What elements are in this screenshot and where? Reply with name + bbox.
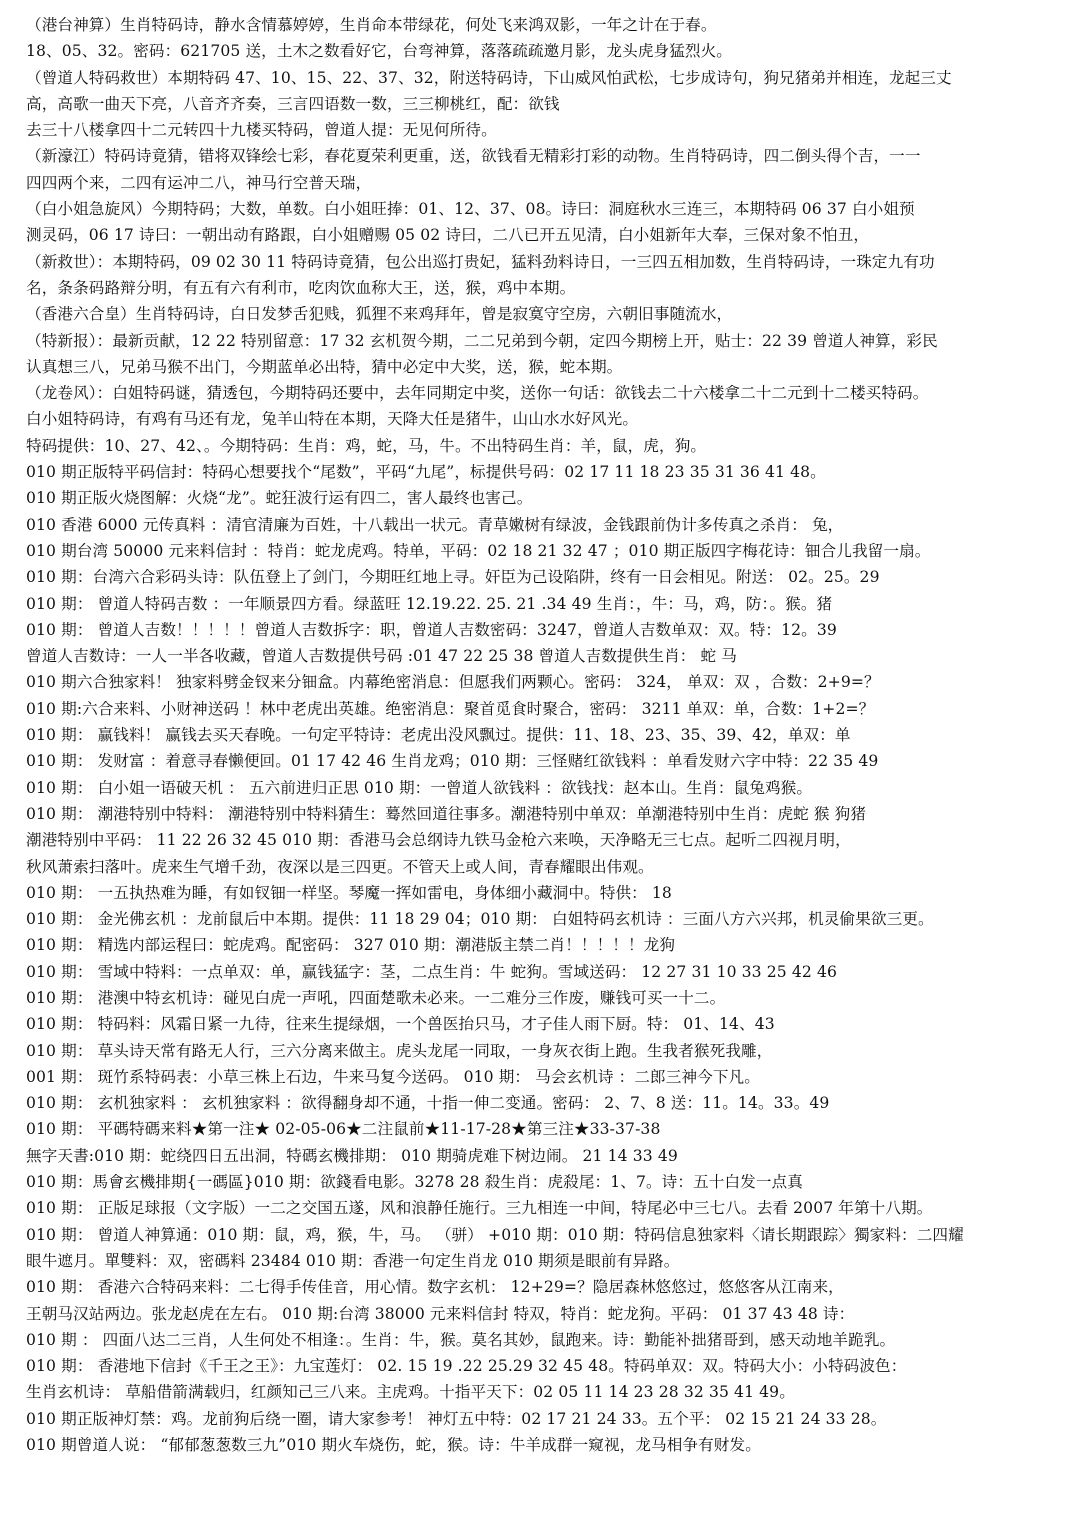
text-line: （港台神算）生肖特码诗，静水含情慕婷婷，生肖命本带绿花，何处飞来鸿双影，一年之计在于春。 xyxy=(26,16,717,34)
text-line: 010 期： 金光佛玄机 ：龙前鼠后中本期。提供：11 18 29 04；010 期： 白姐特码玄机诗 ：三面八方六兴邦，机灵偷果欲三更。 xyxy=(26,910,934,929)
text-line: 010 期： 平碼特碼来料★第一注★ 02-05-06★二注鼠前★11-17-28★第三注★33-37-38 xyxy=(26,1120,661,1139)
text-line: 010 期:六合来料、小财神送码 ！林中老虎出英雄。绝密消息：聚首觅食时聚合，密码： 3211 单双：单，合数：1+2=？ xyxy=(26,699,875,718)
text-line: （特新报）：最新贡献，12 22 特别留意：17 32 玄机贺今期，二二兄弟到今朝，定四今期榜上开，贴士：22 39 曾道人神算，彩民 xyxy=(26,331,938,350)
text-line: 白小姐特码诗，有鸡有马还有龙，兔羊山特在本期，天降大任是猪牛，山山水水好风光。 xyxy=(26,410,639,429)
text-line: （白小姐急旋风）今期特码；大数，单数。白小姐旺捧：01、12、37、08。诗曰：洞庭秋水三连三，本期特码 06 37 白小姐预 xyxy=(26,200,915,219)
text-line: 010 期台湾 50000 元来料信封 ：特肖：蛇龙虎鸡。特单，平码：02 18 21 32 47 ；010 期正版四字梅花诗：钿合儿我留一扇。 xyxy=(26,541,931,560)
text-line: 王朝马汉站两边。张龙赵虎在左右。 010 期:台湾 38000 元来料信封 特双，特肖：蛇龙狗。平码： 01 37 43 48 诗： xyxy=(26,1304,855,1323)
text-line: 18、05、32。密码：621705 送，土木之数看好它，台弯神算，落落疏疏邀月影，龙头虎身猛烈火。 xyxy=(26,42,732,61)
text-line: （香港六合皇）生肖特码诗，白日发梦舌犯贱，狐狸不来鸡拜年，曾是寂寞守空房，六朝旧事随流水， xyxy=(26,305,733,324)
text-line: 010 期： 香港六合特码来料：二七得手传佳音，用心情。数字玄机： 12+29=？隐居森林悠悠过，悠悠客从江南来， xyxy=(26,1278,844,1297)
text-line: 010 期六合独家料！ 独家料劈金钗来分钿盒。内幕绝密消息：但愿我们两颗心。密码： 324， 单双：双 ，合数：2+9=？ xyxy=(26,673,880,692)
text-line: 010 期： 一五执热难为睡，有如钗钿一样坚。琴魔一挥如雷电，身体细小藏洞中。特供： 18 xyxy=(26,883,672,902)
text-line: 010 期：馬會玄機排期{一碼區}010 期：欲錢看电影。3278 28 殺生肖：虎殺尾：1、7。诗：五十白发一点真 xyxy=(26,1173,803,1192)
text-line: 010 期正版神灯禁：鸡。龙前狗后绕一圈，请大家参考！ 神灯五中特：02 17 21 24 33。五个平： 02 15 21 24 33 28。 xyxy=(26,1409,887,1428)
text-line: 认真想三八，兄弟马猴不出门，今期蓝单必出特，猜中必定中大奖，送，猴，蛇本期。 xyxy=(26,357,623,376)
text-line: 010 期正版特平码信封：特码心想要找个“尾数”，平码“九尾”，标提供号码：02 17 11 18 23 35 31 36 41 48。 xyxy=(26,463,826,482)
text-line: 秋风萧索扫落叶。虎来生气增千劲，夜深以是三四更。不管天上或人间，青春耀眼出伟观。 xyxy=(26,857,654,876)
text-line: 010 期： 赢钱料！ 赢钱去买天春晚。一句定平特诗：老虎出没风飘过。提供：11、18、23、35、39、42，单双：单 xyxy=(26,726,851,745)
text-line: 测灵码，06 17 诗曰：一朝出动有路跟，白小姐赠赐 05 02 诗曰，二八已开五见清，白小姐新年大奉，三保对象不怕丑， xyxy=(26,226,870,245)
text-line: （新濠江）特码诗竟猜，错将双锋绘七彩，春花夏荣利更重，送，欲钱看无精彩打彩的动物。生肖特码诗，四二倒头得个吉，一一 xyxy=(26,147,921,166)
text-line: 010 期： 曾道人吉数！！！！！曾道人吉数拆字：职，曾道人吉数密码：3247，曾道人吉数单双：双。特：12。39 xyxy=(26,620,837,639)
text-line: 無字天書:010 期：蛇绕四日五出洞，特碼玄機排期： 010 期骑虎难下树边闹。 21 14 33 49 xyxy=(26,1146,678,1165)
text-line: 001 期： 斑竹系特码表：小草三株上石边，牛来马复今送码。 010 期： 马会玄机诗 ：二郎三神今下凡。 xyxy=(26,1067,760,1086)
text-line: 010 期正版火烧图解：火烧“龙”。蛇狂波行运有四二，害人最终也害己。 xyxy=(26,489,533,508)
text-line: 010 期： 精选内部运程曰：蛇虎鸡。配密码： 327 010 期：潮港版主禁二肖！！！！！龙狗 xyxy=(26,936,676,955)
text-line: 010 期： 草头诗天常有路无人行，三六分离来做主。虎头龙尾一同取，一身灰衣街上跑。生我者猴死我雕， xyxy=(26,1041,773,1060)
text-line: 010 期： 港澳中特玄机诗：碰见白虎一声吼，四面楚歌未必来。一二难分三作废，赚钱可买一十二。 xyxy=(26,988,726,1007)
text-line: 高，高歌一曲天下亮，八音齐齐奏，三言四语数一数，三三柳桃红，配：欲钱 xyxy=(26,94,560,113)
text-line: 010 期： 正版足球报（文字版）一二之交国五遂，风和浪静任施行。三九相连一中间，特尾必中三七八。去看 2007 年第十八期。 xyxy=(26,1199,933,1218)
text-line: 去三十八楼拿四十二元转四十九楼买特码，曾道人提：无见何所待。 xyxy=(26,121,497,140)
text-line: 010 期： 发财富 ：着意寻春懒便回。01 17 42 46 生肖龙鸡；010 期：三怪赌红欲钱料 ：单看发财六字中特：22 35 49 xyxy=(26,752,879,771)
text-line: 010 期：台湾六合彩码头诗：队伍登上了剑门，今期旺红地上寻。奸臣为己设陷阱，终有一日会相见。附送： 02。25。29 xyxy=(26,568,880,587)
text-line: 010 期 ： 四面八达二三肖，人生何处不相逢：。生肖：牛，猴。莫名其妙，鼠跑来。诗：勤能补拙猪哥到，感天动地羊跪乳。 xyxy=(26,1330,896,1349)
text-line: （新救世）：本期特码，09 02 30 11 特码诗竟猜，包公出巡打贵妃，猛料劲料诗日，一三四五相加数，生肖特码诗，一珠定九有功 xyxy=(26,252,935,271)
document-body xyxy=(26,12,1066,1458)
text-line: 010 期： 潮港特别中特料： 潮港特别中特料猜生：蓦然回道往事多。潮港特别中单双：单潮港特别中生肖：虎蛇 猴 狗猪 xyxy=(26,804,867,823)
text-line: 特码提供：10、27、42、。今期特码：生肖：鸡，蛇，马，牛。不出特码生肖：羊，鼠，虎，狗。 xyxy=(26,436,707,455)
text-line: 010 期曾道人说： “郁郁葱葱数三九”010 期火车烧伤，蛇，猴。诗：牛羊成群一窥视，龙马相争有财发。 xyxy=(26,1436,761,1455)
text-line: 生肖玄机诗： 草船借箭满载归，红颜知己三八来。主虎鸡。十指平天下：02 05 11 14 23 28 32 35 41 49。 xyxy=(26,1383,795,1402)
text-line: 曾道人吉数诗：一人一半各收藏，曾道人吉数提供号码 :01 47 22 25 38 曾道人吉数提供生肖： 蛇 马 xyxy=(26,647,737,666)
text-line: 名，条条码路辩分明，有五有六有利市，吃肉饮血称大王，送，猴，鸡中本期。 xyxy=(26,278,576,297)
text-line: 010 期： 香港地下信封《千王之王》：九宝莲灯： 02. 15 19 .22 25.29 32 45 48。特码单双：双。特码大小：小特码波色： xyxy=(26,1357,907,1376)
text-line: 眼牛遮月。單雙料：双，密碼料 23484 010 期：香港一句定生肖龙 010 期须是眼前有异路。 xyxy=(26,1251,680,1270)
text-line: 010 香港 6000 元传真料 ：清官清廉为百姓，十八载出一状元。青草嫩树有绿波，金钱跟前伪计多传真之杀肖： 兔， xyxy=(26,515,844,534)
text-line: 010 期： 玄机独家料 ： 玄机独家料 ：欲得翻身却不通，十指一伸二变通。密码： 2、7、8 送：11。14。33。49 xyxy=(26,1094,830,1113)
text-line: 010 期： 曾道人特码吉数 ：一年顺景四方看。绿蓝旺 12.19.22. 25. 21 .34 49 生肖：，牛：马，鸡，防：。猴。猪 xyxy=(26,594,833,613)
text-line: 010 期： 曾道人神算通：010 期：鼠，鸡，猴，牛，马。 （骈） +010 期：010 期：特码信息独家料〈请长期跟踪〉獨家料：二四耀 xyxy=(26,1225,964,1244)
text-line: 010 期： 特码料：风霜日紧一九待，往来生提绿烟，一个兽医抬只马，才子佳人雨下厨。特： 01、14、43 xyxy=(26,1015,775,1034)
text-line: （曾道人特码救世）本期特码 47、10、15、22、37、32，附送特码诗，下山威风怕武松，七步成诗句，狗兄猪弟并相连，龙起三丈 xyxy=(26,68,952,87)
text-line: 010 期： 雪域中特料：一点单双：单，赢钱猛字：茎，二点生肖：牛 蛇狗。雪域送码： 12 27 31 10 33 25 42 46 xyxy=(26,962,838,981)
text-line: 潮港特别中平码： 11 22 26 32 45 010 期：香港马会总纲诗九铁马金枪六来唤，天净略无三七点。起听二四视月明， xyxy=(26,831,851,850)
text-line: （龙卷风）：白姐特码谜，猜透包，今期特码还要中，去年同期定中奖，送你一句话：欲钱去二十六楼拿二十二元到十二楼买特码。 xyxy=(26,384,929,403)
text-line: 四四两个来，二四有运冲二八，神马行空普天瑞， xyxy=(26,173,372,192)
text-line: 010 期： 白小姐一语破天机 ： 五六前进归正思 010 期：一曾道人欲钱料 ：欲钱找：赵本山。生肖：鼠兔鸡猴。 xyxy=(26,778,813,797)
